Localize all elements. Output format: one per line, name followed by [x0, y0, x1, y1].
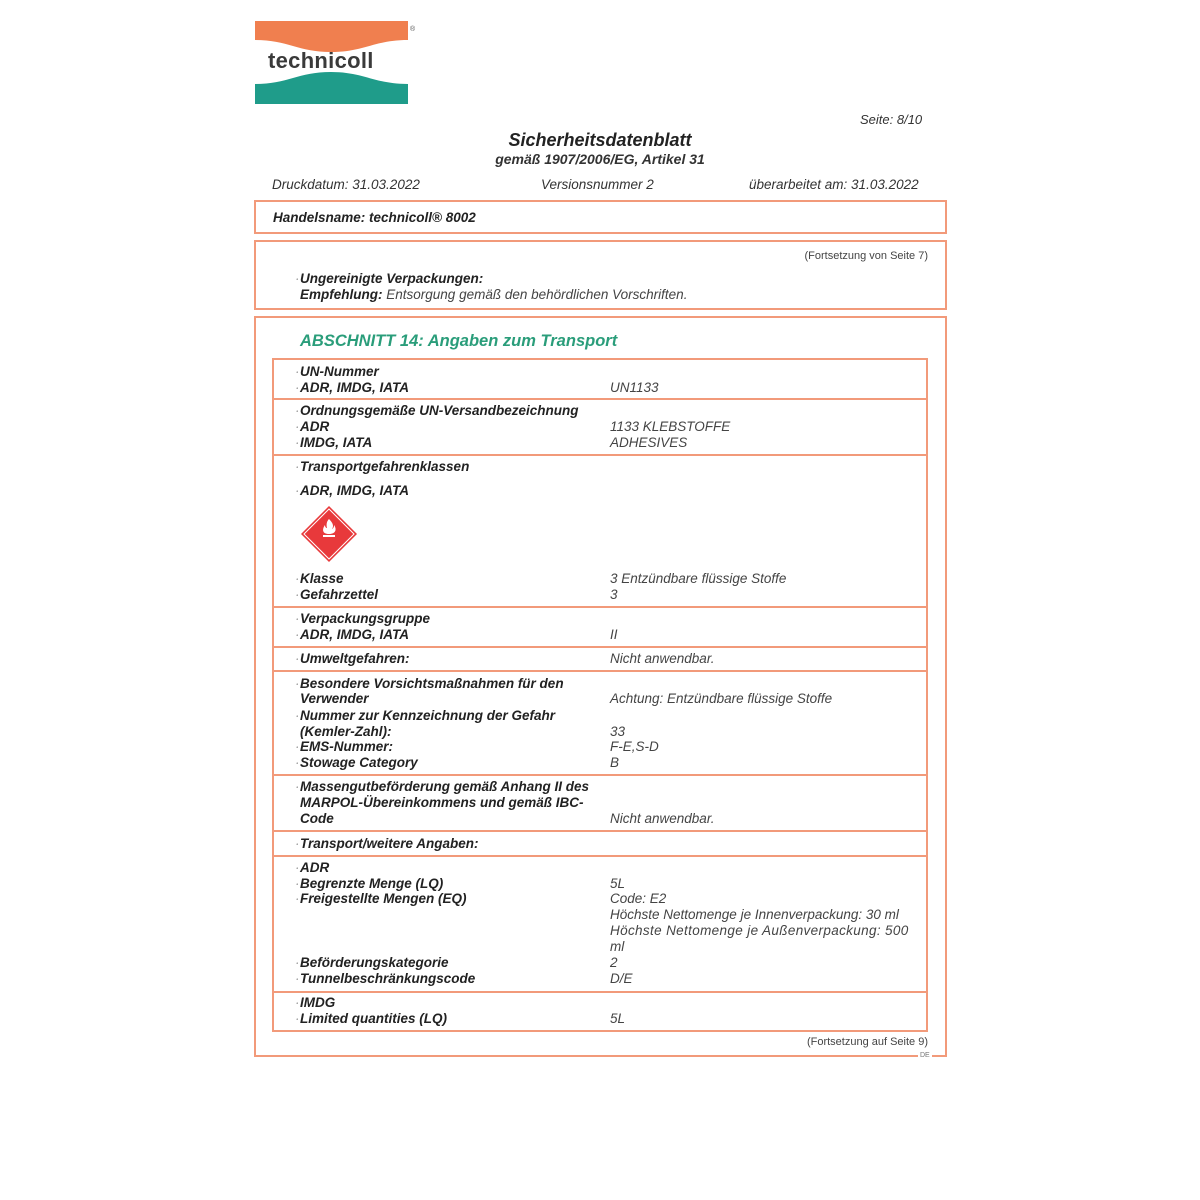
adr-category-label: · Beförderungskategorie — [300, 955, 449, 971]
precautions-label-2: Verwender — [300, 691, 369, 706]
packing-group-value: II — [610, 627, 618, 642]
kemler-label-1: · Nummer zur Kennzeichnung der Gefahr — [300, 708, 555, 724]
continued-on: (Fortsetzung auf Seite 9) — [806, 1036, 928, 1048]
row-environment — [272, 648, 928, 672]
flammable-liquid-pictogram-icon — [300, 505, 358, 563]
row-precautions — [272, 672, 928, 776]
adr-category-value: 2 — [610, 955, 618, 970]
adr-eq-outer-1: Höchste Nettomenge je Außenverpackung: 500 — [610, 923, 909, 938]
shipping-name-heading: · Ordnungsgemäße UN-Versandbezeichnung — [300, 403, 579, 419]
environment-value: Nicht anwendbar. — [610, 651, 715, 666]
document-subtitle: gemäß 1907/2006/EG, Artikel 31 — [495, 151, 705, 167]
further-info-label: · Transport/weitere Angaben: — [300, 836, 479, 852]
hazard-label-label: · Gefahrzettel — [300, 587, 378, 603]
stowage-label: · Stowage Category — [300, 755, 418, 771]
row-un-number — [272, 358, 928, 400]
class-value: 3 Entzündbare flüssige Stoffe — [610, 571, 787, 586]
marpol-label-3: Code — [300, 811, 334, 826]
un-number-label: · ADR, IMDG, IATA — [300, 380, 409, 396]
adr-lq-value: 5L — [610, 876, 626, 891]
imdg-heading: · IMDG — [300, 995, 335, 1011]
adr-eq-label: · Freigestellte Mengen (EQ) — [300, 891, 467, 907]
row-adr — [272, 857, 928, 993]
page-number: Seite: 8/10 — [860, 112, 923, 127]
adr-eq-code: Code: E2 — [610, 891, 667, 906]
hazard-classes-label: · ADR, IMDG, IATA — [300, 483, 409, 499]
row-packing-group — [272, 608, 928, 648]
packing-group-label: · ADR, IMDG, IATA — [300, 627, 409, 643]
ems-label: · EMS-Nummer: — [300, 739, 393, 755]
marpol-value: Nicht anwendbar. — [610, 811, 715, 826]
shipping-imdg-label: · IMDG, IATA — [300, 435, 372, 451]
recommendation-label: Empfehlung: — [300, 287, 383, 302]
imdg-lq-value: 5L — [610, 1011, 626, 1026]
kemler-label-2: (Kemler-Zahl): — [300, 724, 392, 739]
environment-label: · Umweltgefahren: — [300, 651, 410, 667]
row-further-info — [272, 832, 928, 857]
trade-name: Handelsname: technicoll® 8002 — [273, 210, 476, 225]
shipping-adr-value: 1133 KLEBSTOFFE — [610, 419, 731, 434]
packing-group-heading: · Verpackungsgruppe — [300, 611, 430, 627]
registered-mark: ® — [410, 26, 416, 33]
row-marpol — [272, 776, 928, 832]
adr-heading: · ADR — [300, 860, 329, 876]
marpol-label-2: MARPOL-Übereinkommens und gemäß IBC- — [300, 795, 584, 810]
un-number-heading: · UN-Nummer — [300, 364, 379, 380]
section13-box — [254, 240, 947, 310]
recommendation-value: Entsorgung gemäß den behördlichen Vorschriften. — [386, 287, 688, 302]
logo-text: technicoll — [268, 48, 374, 73]
row-hazard-classes — [272, 456, 928, 608]
precautions-label-1: · Besondere Vorsichtsmaßnahmen für den — [300, 676, 564, 692]
continued-from: (Fortsetzung von Seite 7) — [804, 250, 928, 262]
section14-title: ABSCHNITT 14: Angaben zum Transport — [300, 332, 618, 350]
revision-date: überarbeitet am: 31.03.2022 — [749, 177, 919, 192]
class-label: · Klasse — [300, 571, 344, 587]
kemler-value: 33 — [610, 724, 626, 739]
trade-name-box — [254, 200, 947, 234]
language-code: DE — [920, 1052, 930, 1059]
ems-value: F-E,S-D — [610, 739, 659, 754]
adr-lq-label: · Begrenzte Menge (LQ) — [300, 876, 443, 892]
marpol-label-1: · Massengutbeförderung gemäß Anhang II des — [300, 779, 589, 795]
precautions-value: Achtung: Entzündbare flüssige Stoffe — [610, 691, 833, 706]
adr-tunnel-value: D/E — [610, 971, 633, 986]
adr-eq-outer-2: ml — [610, 939, 625, 954]
row-imdg — [272, 993, 928, 1032]
un-number-value: UN1133 — [610, 380, 659, 395]
document-title: Sicherheitsdatenblatt — [508, 130, 692, 150]
adr-eq-inner: Höchste Nettomenge je Innenverpackung: 30 ml — [610, 907, 899, 922]
shipping-adr-label: · ADR — [300, 419, 329, 435]
row-shipping-name — [272, 400, 928, 456]
hazard-label-value: 3 — [610, 587, 618, 602]
version-number: Versionsnummer 2 — [541, 177, 654, 192]
shipping-imdg-value: ADHESIVES — [610, 435, 688, 450]
adr-tunnel-label: · Tunnelbeschränkungscode — [300, 971, 475, 987]
hazard-classes-heading: · Transportgefahrenklassen — [300, 459, 469, 475]
stowage-value: B — [610, 755, 620, 770]
recommendation-row — [300, 287, 687, 303]
uncleaned-packaging-label: · Ungereinigte Verpackungen: — [300, 271, 483, 287]
imdg-lq-label: · Limited quantities (LQ) — [300, 1011, 447, 1027]
print-date: Druckdatum: 31.03.2022 — [272, 177, 420, 192]
